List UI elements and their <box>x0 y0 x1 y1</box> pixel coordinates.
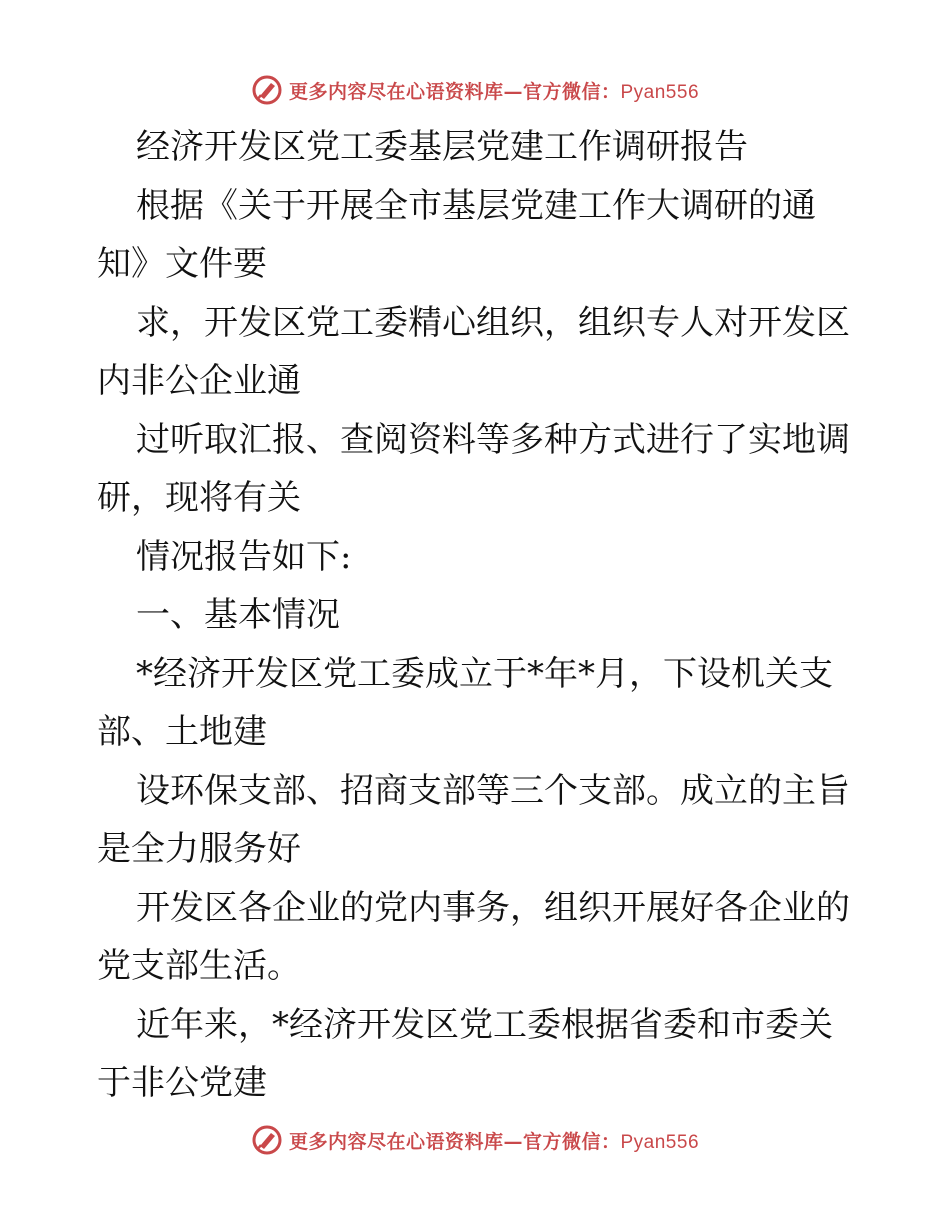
paragraph-line: 开发区各企业的党内事务，组织开展好各企业的 <box>136 887 850 928</box>
paragraph-line: 部、土地建 <box>97 712 267 752</box>
section-heading: 一、基本情况 <box>136 595 340 635</box>
header-banner-text <box>289 77 699 104</box>
footer-banner <box>0 1120 950 1160</box>
paragraph-line: *经济开发区党工委成立于*年*月，下设机关支 <box>136 653 833 694</box>
paragraph-line: 求，开发区党工委精心组织，组织专人对开发区 <box>136 302 850 343</box>
paragraph-line: 内非公企业通 <box>97 361 301 401</box>
paragraph-line: 知》文件要 <box>97 244 267 284</box>
footer-banner-wechat-label: 官方微信： <box>522 1130 621 1153</box>
footer-banner-text <box>289 1127 699 1154</box>
paragraph-line: 近年来，*经济开发区党工委根据省委和市委关 <box>136 1004 833 1045</box>
paragraph-line: 于非公党建 <box>97 1063 267 1103</box>
header-banner-dash: — <box>503 80 523 103</box>
header-banner <box>0 70 950 110</box>
header-banner-wechat-label: 官方微信： <box>522 80 621 103</box>
paragraph-line: 党支部生活。 <box>97 946 301 986</box>
paragraph-line: 设环保支部、招商支部等三个支部。成立的主旨 <box>136 770 850 811</box>
logo-icon <box>251 74 283 106</box>
paragraph-line: 研，现将有关 <box>97 478 301 518</box>
paragraph-line: 情况报告如下: <box>136 536 352 577</box>
document-body <box>97 118 857 1113</box>
footer-banner-title: 更多内容尽在心语资料库 <box>288 1130 504 1153</box>
logo-icon <box>251 1124 283 1156</box>
paragraph-line: 根据《关于开展全市基层党建工作大调研的通 <box>136 185 816 226</box>
document-title: 经济开发区党工委基层党建工作调研报告 <box>136 127 748 167</box>
header-banner-title: 更多内容尽在心语资料库 <box>288 80 504 103</box>
header-banner-wechat-id: Pyan556 <box>620 81 700 103</box>
paragraph-line: 是全力服务好 <box>97 829 301 869</box>
footer-banner-dash: — <box>503 1130 523 1153</box>
paragraph-line: 过听取汇报、查阅资料等多种方式进行了实地调 <box>136 419 850 460</box>
footer-banner-wechat-id: Pyan556 <box>620 1131 700 1153</box>
